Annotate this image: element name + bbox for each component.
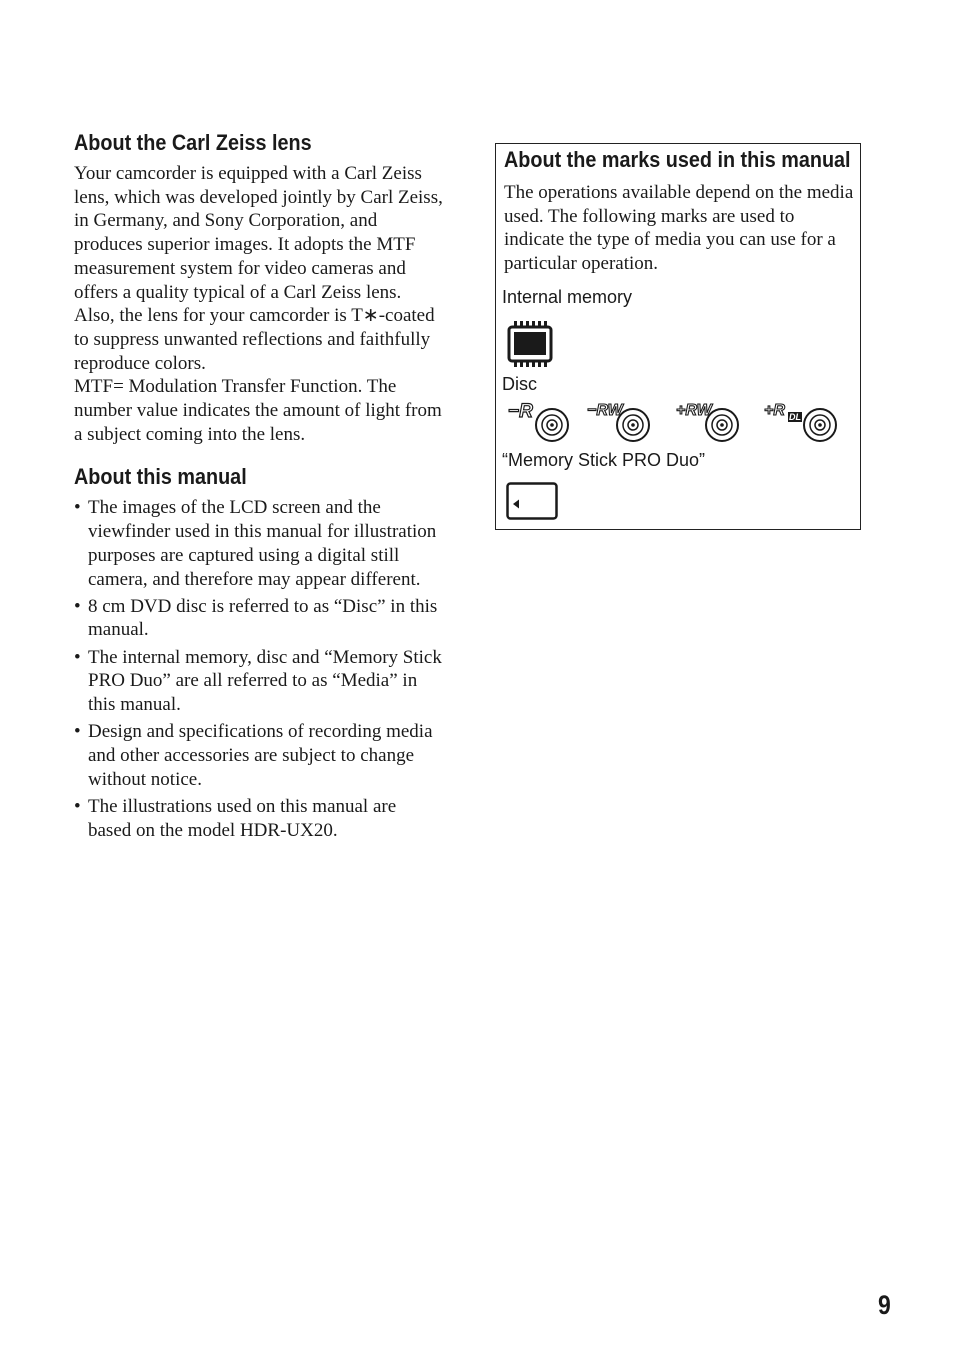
- internal-memory-icon: [506, 320, 554, 368]
- marks-paragraph: The operations available depend on the media used. The following marks are used to indicate the type of media you can use for a particular operation.: [504, 182, 854, 275]
- list-item: [74, 646, 444, 717]
- disc-mark-text: +R: [764, 402, 785, 419]
- section-heading-manual: About this manual: [74, 464, 247, 490]
- list-item: [74, 496, 444, 591]
- list-item-text: The images of the LCD screen and the viewfinder used in this manual for illustration purposes are captured using a digital still camera, and therefore may appear different.: [88, 497, 437, 590]
- disc-mark-minus-r: [506, 401, 570, 443]
- list-item: [74, 720, 444, 791]
- marks-box: [495, 143, 861, 530]
- internal-memory-label: Internal memory: [502, 287, 633, 307]
- disc-mark-text: +RW: [676, 402, 712, 419]
- bullet-symbol: •: [74, 721, 81, 743]
- page-number: 9: [878, 1290, 891, 1320]
- bullet-symbol: •: [74, 646, 81, 668]
- disc-mark-text: −R: [508, 401, 533, 422]
- list-item-text: 8 cm DVD disc is referred to as “Disc” in this manual.: [88, 595, 438, 641]
- disc-mark-plus-rw: [676, 402, 740, 443]
- marks-heading: About the marks used in this manual: [504, 147, 851, 172]
- disc-mark-minus-rw: [587, 402, 651, 443]
- memory-stick-label: “Memory Stick PRO Duo”: [502, 450, 706, 470]
- left-column: [74, 128, 444, 846]
- disc-mark-text: −RW: [587, 402, 623, 419]
- bullet-symbol: •: [74, 595, 81, 617]
- section-heading-zeiss: About the Carl Zeiss lens: [74, 130, 312, 155]
- disc-label: Disc: [502, 374, 537, 394]
- list-item-text: The illustrations used on this manual are based on the model HDR-UX20.: [88, 795, 397, 841]
- manual-bullet-list: [74, 496, 444, 842]
- bullet-symbol: •: [74, 795, 81, 817]
- memory-stick-icon: [506, 482, 558, 520]
- disc-mark-suffix: DL: [789, 412, 801, 422]
- bullet-symbol: •: [74, 497, 81, 519]
- list-item-text: The internal memory, disc and “Memory Stick PRO Duo” are all referred to as “Media” in this manual.: [88, 646, 442, 716]
- zeiss-paragraph: Your camcorder is equipped with a Carl Zeiss lens, which was developed jointly by Carl Zeiss, in Germany, and Sony Corporation, and produces superior images. It adopts the MTF measurement system for video cameras and offers a quality typical of a Carl Zeiss lens. Also, the lens for your camcorder is T∗-coated to suppress unwanted reflections and faithfully reproduce colors.: [74, 163, 443, 374]
- list-item: [74, 595, 444, 642]
- mtf-paragraph: MTF= Modulation Transfer Function. The number value indicates the amount of light from a subject coming into the lens.: [74, 376, 442, 445]
- list-item-text: Design and specifications of recording media and other accessories are subject to change without notice.: [88, 721, 433, 790]
- disc-mark-plus-r-dl: [764, 402, 838, 443]
- list-item: [74, 795, 444, 842]
